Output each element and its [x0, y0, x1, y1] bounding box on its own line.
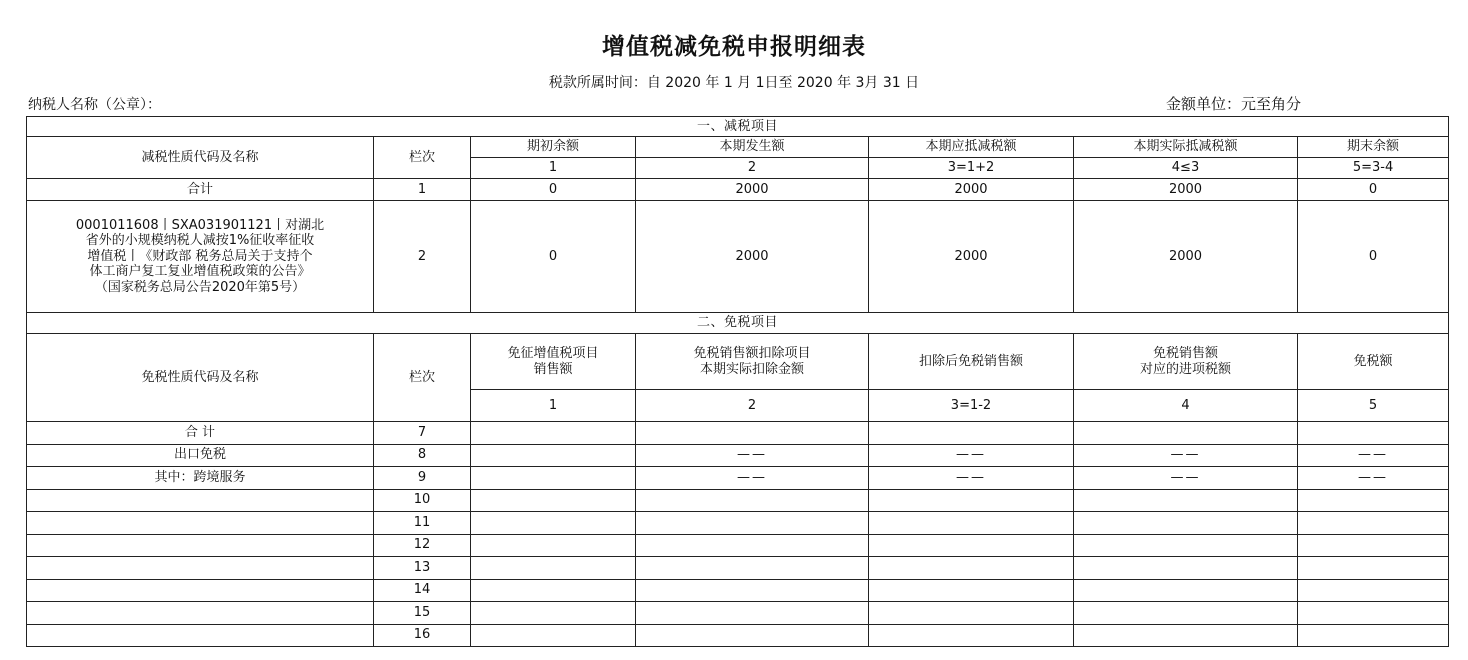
deduction-amount-cell — [636, 579, 869, 602]
row-line-number: 11 — [374, 512, 471, 535]
exemption-name-header: 免税性质代码及名称 — [27, 334, 374, 422]
deduction-amount-cell — [636, 557, 869, 580]
reduction-name-header: 减税性质代码及名称 — [27, 137, 374, 179]
description-line: 省外的小规模纳税人减按1%征收率征收 — [85, 233, 315, 249]
reduction-col-header: 本期发生额 — [636, 137, 869, 158]
net-exempt-sales-cell — [869, 624, 1074, 647]
exempt-tax-cell — [1298, 579, 1449, 602]
declaration-table — [26, 116, 1449, 647]
row-name — [27, 557, 374, 580]
header-line: 免税额 — [1353, 353, 1393, 369]
exemption-line-header: 栏次 — [374, 334, 471, 422]
exempt-sales-cell — [471, 512, 636, 535]
reduction-col-code: 5=3-4 — [1298, 158, 1449, 179]
description-line: （国家税务总局公告2020年第5号） — [94, 279, 306, 295]
exempt-tax-cell — [1298, 602, 1449, 625]
input-tax-cell — [1074, 624, 1298, 647]
header-line: 本期实际扣除金额 — [699, 361, 804, 377]
row-line-number: 2 — [374, 201, 471, 313]
deduction-amount-cell: —— — [636, 444, 869, 467]
header-line: 销售额 — [533, 361, 573, 377]
row-line-number: 7 — [374, 422, 471, 445]
taxpayer-name-label: 纳税人名称（公章）： — [28, 97, 161, 113]
exempt-sales-cell — [471, 602, 636, 625]
row-line-number: 13 — [374, 557, 471, 580]
net-exempt-sales-cell — [869, 579, 1074, 602]
exemption-row — [27, 624, 1449, 647]
input-tax-cell — [1074, 557, 1298, 580]
row-line-number: 9 — [374, 467, 471, 490]
current-amount-cell: 2000 — [636, 179, 869, 201]
exempt-tax-cell — [1298, 534, 1449, 557]
row-line-number: 16 — [374, 624, 471, 647]
exempt-tax-cell — [1298, 422, 1449, 445]
header-line: 扣除后免税销售额 — [918, 353, 1023, 369]
exempt-sales-cell — [471, 467, 636, 490]
input-tax-cell — [1074, 422, 1298, 445]
reduction-col-header: 本期应抵减税额 — [869, 137, 1074, 158]
header-line: 免税销售额 — [1152, 345, 1218, 361]
row-name — [27, 534, 374, 557]
opening-balance-cell: 0 — [471, 201, 636, 313]
row-name: 出口免税 — [27, 444, 374, 467]
input-tax-cell — [1074, 579, 1298, 602]
opening-balance-cell: 0 — [471, 179, 636, 201]
net-exempt-sales-cell — [869, 557, 1074, 580]
exempt-sales-cell — [471, 489, 636, 512]
reduction-total-row — [27, 179, 1449, 201]
exemption-col-code: 1 — [471, 390, 636, 422]
exemption-col-code: 3=1-2 — [869, 390, 1074, 422]
description-line: 体工商户复工复业增值税政策的公告》 — [89, 264, 311, 280]
header-line: 免税销售额扣除项目 — [693, 345, 811, 361]
exempt-sales-cell — [471, 579, 636, 602]
exemption-row — [27, 489, 1449, 512]
net-exempt-sales-cell: —— — [869, 467, 1074, 490]
exemption-col-header — [471, 334, 636, 390]
reduction-col-header: 期末余额 — [1298, 137, 1449, 158]
reduction-col-code: 1 — [471, 158, 636, 179]
exemption-col-header — [1298, 334, 1449, 390]
exemption-col-code: 5 — [1298, 390, 1449, 422]
row-name — [27, 624, 374, 647]
net-exempt-sales-cell: —— — [869, 444, 1074, 467]
reduction-col-code: 4≤3 — [1074, 158, 1298, 179]
exemption-section-title: 二、免税项目 — [27, 313, 1449, 334]
input-tax-cell — [1074, 602, 1298, 625]
reduction-line-header: 栏次 — [374, 137, 471, 179]
exemption-col-header — [869, 334, 1074, 390]
input-tax-cell — [1074, 512, 1298, 535]
actual-deducted-tax-cell: 2000 — [1074, 179, 1298, 201]
exemption-col-header — [636, 334, 869, 390]
row-name — [27, 489, 374, 512]
row-line-number: 12 — [374, 534, 471, 557]
exemption-row — [27, 557, 1449, 580]
net-exempt-sales-cell — [869, 489, 1074, 512]
row-name: 合 计 — [27, 422, 374, 445]
input-tax-cell: —— — [1074, 467, 1298, 490]
header-line: 免征增值税项目 — [507, 345, 599, 361]
row-name: 合计 — [27, 179, 374, 201]
exemption-row — [27, 534, 1449, 557]
net-exempt-sales-cell — [869, 422, 1074, 445]
deduction-amount-cell — [636, 489, 869, 512]
current-amount-cell: 2000 — [636, 201, 869, 313]
exemption-rows — [27, 422, 1449, 647]
reduction-col-code: 2 — [636, 158, 869, 179]
exemption-col-code: 2 — [636, 390, 869, 422]
deduction-amount-cell — [636, 624, 869, 647]
exempt-sales-cell — [471, 624, 636, 647]
exempt-tax-cell — [1298, 624, 1449, 647]
input-tax-cell — [1074, 534, 1298, 557]
reduction-section-title: 一、减税项目 — [27, 117, 1449, 137]
row-line-number: 14 — [374, 579, 471, 602]
reduction-col-header: 本期实际抵减税额 — [1074, 137, 1298, 158]
exempt-sales-cell — [471, 444, 636, 467]
deductible-tax-cell: 2000 — [869, 201, 1074, 313]
exemption-col-code: 4 — [1074, 390, 1298, 422]
ending-balance-cell: 0 — [1298, 179, 1449, 201]
exempt-tax-cell: —— — [1298, 467, 1449, 490]
row-line-number: 10 — [374, 489, 471, 512]
row-name — [27, 512, 374, 535]
deduction-amount-cell — [636, 602, 869, 625]
exemption-row — [27, 579, 1449, 602]
row-line-number: 8 — [374, 444, 471, 467]
net-exempt-sales-cell — [869, 602, 1074, 625]
tax-period: 税款所属时间：自 2020 年 1 月 1日至 2020 年 3月 31 日 — [548, 75, 920, 91]
exempt-sales-cell — [471, 422, 636, 445]
ending-balance-cell: 0 — [1298, 201, 1449, 313]
deduction-amount-cell: —— — [636, 467, 869, 490]
actual-deducted-tax-cell: 2000 — [1074, 201, 1298, 313]
exemption-row — [27, 467, 1449, 490]
exemption-col-header — [1074, 334, 1298, 390]
description-line: 增值税丨《财政部 税务总局关于支持个 — [87, 248, 313, 264]
exemption-row — [27, 422, 1449, 445]
net-exempt-sales-cell — [869, 512, 1074, 535]
exempt-tax-cell: —— — [1298, 444, 1449, 467]
exempt-sales-cell — [471, 557, 636, 580]
exempt-tax-cell — [1298, 512, 1449, 535]
reduction-col-header: 期初余额 — [471, 137, 636, 158]
row-line-number: 15 — [374, 602, 471, 625]
exempt-tax-cell — [1298, 557, 1449, 580]
reduction-col-code: 3=1+2 — [869, 158, 1074, 179]
row-line-number: 1 — [374, 179, 471, 201]
exemption-row — [27, 444, 1449, 467]
reduction-item-row — [27, 201, 1449, 313]
deduction-amount-cell — [636, 534, 869, 557]
row-name — [27, 602, 374, 625]
input-tax-cell: —— — [1074, 444, 1298, 467]
row-name: 其中：跨境服务 — [27, 467, 374, 490]
header-line: 对应的进项税额 — [1139, 361, 1231, 377]
exempt-sales-cell — [471, 534, 636, 557]
form-title: 增值税减免税申报明细表 — [602, 34, 866, 60]
net-exempt-sales-cell — [869, 534, 1074, 557]
row-name — [27, 579, 374, 602]
deductible-tax-cell: 2000 — [869, 179, 1074, 201]
description-line: 0001011608丨SXA031901121丨对湖北 — [75, 217, 325, 233]
exemption-row — [27, 602, 1449, 625]
exempt-tax-cell — [1298, 489, 1449, 512]
input-tax-cell — [1074, 489, 1298, 512]
deduction-amount-cell — [636, 512, 869, 535]
reduction-item-description — [27, 201, 374, 313]
amount-unit-label: 金额单位：元至角分 — [1166, 95, 1302, 113]
deduction-amount-cell — [636, 422, 869, 445]
exemption-row — [27, 512, 1449, 535]
